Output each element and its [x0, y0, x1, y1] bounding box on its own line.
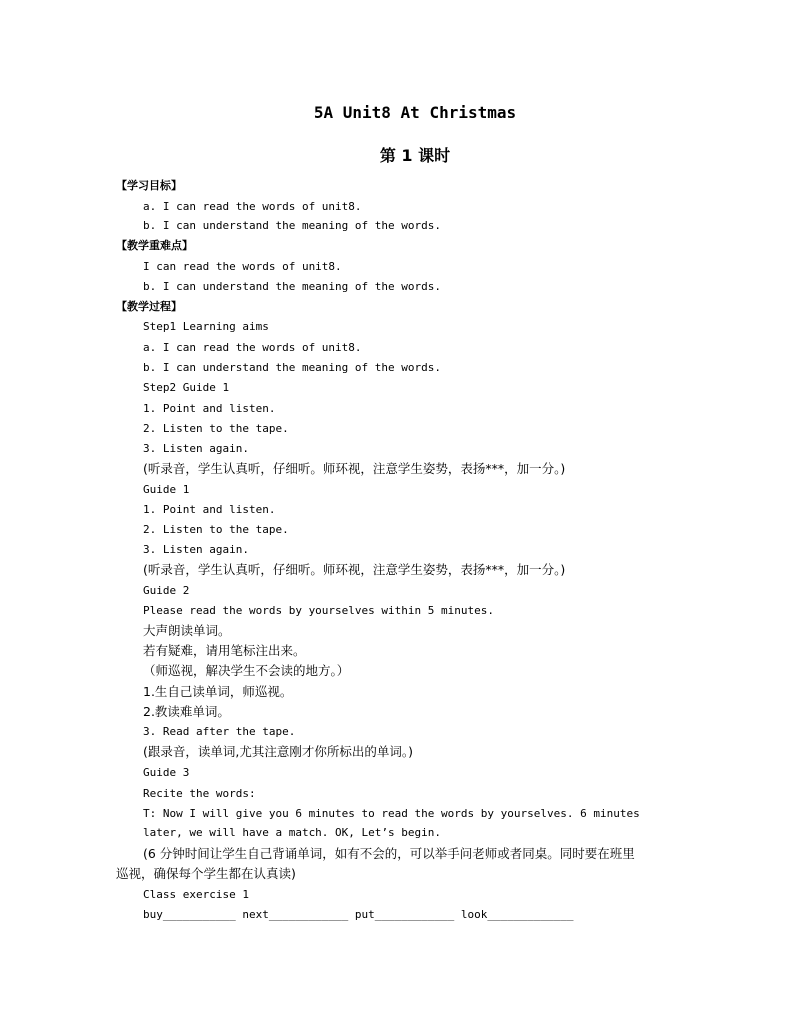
process-line: 3. Read after the tape.	[143, 725, 296, 738]
process-line: 大声朗读单词。	[143, 623, 231, 638]
process-note: (听录音，学生认真听，仔细听。师环视，注意学生姿势，表扬***，加一分。)	[143, 562, 566, 577]
process-line: 2. Listen to the tape.	[143, 523, 289, 536]
process-line: b. I can understand the meaning of the words.	[143, 361, 442, 374]
process-line: 2. Listen to the tape.	[143, 422, 289, 435]
process-heading: 【教学过程】	[116, 300, 182, 313]
lesson-subtitle: 第 1 课时	[379, 146, 451, 165]
exercise-line: buy___________ next____________ put____________ look_____________	[143, 908, 574, 921]
key-heading: 【教学重难点】	[116, 239, 193, 252]
process-line: 1. Point and listen.	[143, 402, 276, 415]
process-line: Recite the words:	[143, 787, 256, 800]
aims-heading: 【学习目标】	[116, 179, 182, 192]
process-line: Guide 2	[143, 584, 190, 597]
page-title: 5A Unit8 At Christmas	[313, 103, 517, 122]
aim-item: a. I can read the words of unit8.	[143, 200, 362, 213]
process-line: Guide 3	[143, 766, 190, 779]
process-line: 1.生自己读单词，师巡视。	[143, 684, 293, 699]
process-line: 2.教读难单词。	[143, 704, 230, 719]
process-note: 巡视，确保每个学生都在认真读)	[116, 866, 296, 881]
process-note: (听录音，学生认真听，仔细听。师环视，注意学生姿势，表扬***，加一分。)	[143, 461, 566, 476]
process-line: T: Now I will give you 6 minutes to read the words by yourselves. 6 minutes	[143, 807, 640, 820]
process-line: Guide 1	[143, 483, 190, 496]
process-note: （师巡视，解决学生不会读的地方。）	[143, 663, 350, 678]
process-line: Step2 Guide 1	[143, 381, 230, 394]
process-line: Class exercise 1	[143, 888, 249, 901]
process-line: later, we will have a match. OK, Let’s begin.	[143, 826, 442, 839]
process-line: 1. Point and listen.	[143, 503, 276, 516]
aim-item: b. I can understand the meaning of the words.	[143, 219, 442, 232]
process-line: Please read the words by yourselves within 5 minutes.	[143, 604, 494, 617]
process-line: a. I can read the words of unit8.	[143, 341, 362, 354]
process-line: 3. Listen again.	[143, 442, 249, 455]
key-item: b. I can understand the meaning of the words.	[143, 280, 442, 293]
process-line: Step1 Learning aims	[143, 320, 269, 333]
process-line: 3. Listen again.	[143, 543, 249, 556]
key-item: I can read the words of unit8.	[143, 260, 342, 273]
process-note: (6 分钟时间让学生自己背诵单词，如有不会的，可以举手问老师或者同桌。同时要在班里	[143, 846, 635, 861]
process-line: 若有疑难，请用笔标注出来。	[143, 643, 306, 658]
process-note: (跟录音，读单词,尤其注意刚才你所标出的单词。)	[143, 744, 413, 759]
